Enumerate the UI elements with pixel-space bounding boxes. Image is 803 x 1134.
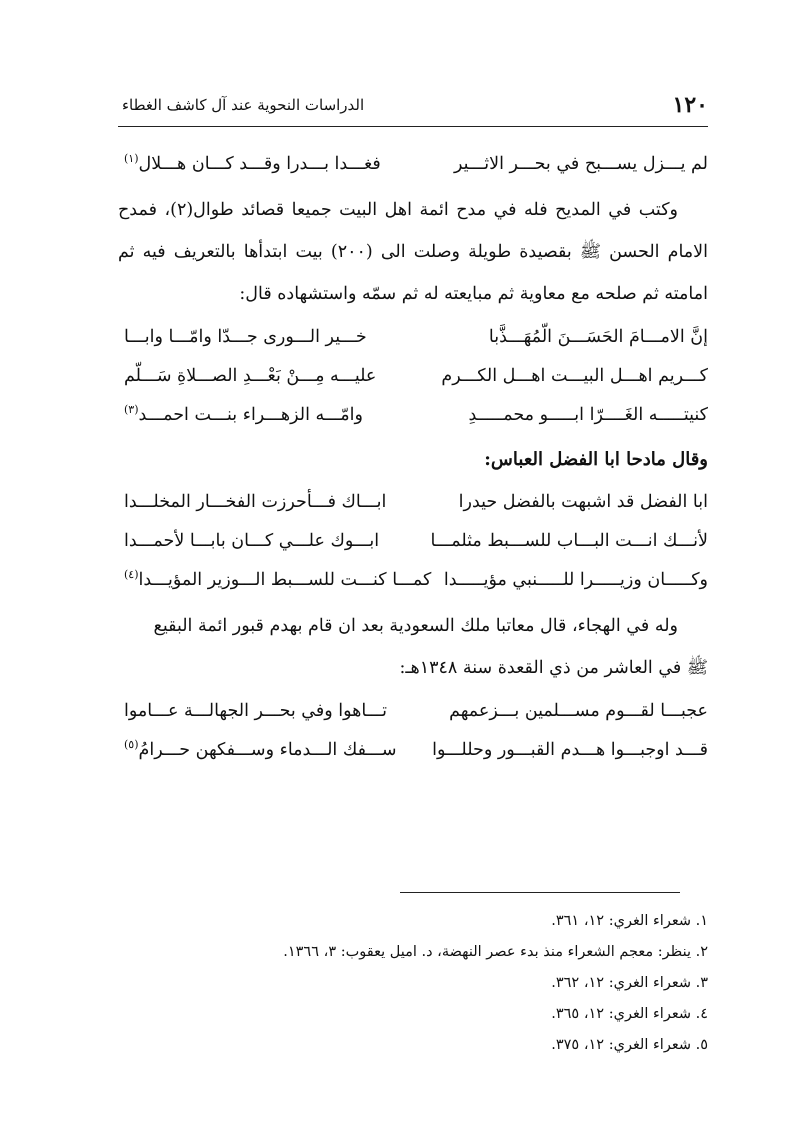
footnote: ٥. شعراء الغري: ١٢، ٣٧٥. bbox=[551, 1037, 708, 1053]
footnote: ٢. ينظر: معجم الشعراء منذ بدء عصر النهضة، د. اميل يعقوب: ٣، ١٣٦٦. bbox=[283, 944, 708, 960]
verse-second-hemistich: كمـــا كنـــت للســـبط الـــوزير المؤيـــدا$^{(٤)}$ bbox=[124, 568, 432, 590]
verse-first-hemistich: كنيتـــــه الغَــــرّا ابـــــو محمـــــدِ bbox=[468, 405, 708, 425]
verse-first-hemistich: قـــد اوجبـــوا هـــدم القبـــور وحللـــوا bbox=[432, 740, 708, 760]
footnote-ref: (٥) bbox=[124, 738, 139, 752]
verse-first-hemistich: عجبـــا لقـــوم مســـلمين بـــزعمهم bbox=[449, 701, 708, 721]
footnotes bbox=[118, 906, 708, 1061]
page-number: ١٢٠ bbox=[672, 92, 708, 118]
verse-first-hemistich: وكـــــان وزيـــــرا للـــــنبي مؤيـــــدا bbox=[443, 570, 708, 590]
verse-line bbox=[118, 486, 708, 525]
verse-line bbox=[118, 321, 708, 360]
verse-line bbox=[118, 525, 708, 564]
footnote: ١. شعراء الغري: ١٢، ٣٦١. bbox=[551, 913, 708, 929]
paragraph-line: ﷺ في العاشر من ذي القعدة سنة ١٣٤٨هـ: bbox=[399, 658, 708, 678]
footnote-ref: (٣) bbox=[124, 403, 139, 417]
paragraph-text: وكتب في المديح فله في مدح ائمة اهل البيت جميعا قصائد طوال(٢)، فمدح الامام الحسن ﷺ بقصيدة طويلة وصلت الى (٢٠٠) بيت ابتدأها بالتعريف فيه ثم امامته ثم صلحه مع معاوية ثم مبايعته له ثم سمّه واستشهاده قال: bbox=[118, 200, 708, 304]
paragraph-line: وله في الهجاء، قال معاتبا ملك السعودية بعد ان قام بهدم قبور ائمة البقيع bbox=[153, 616, 678, 636]
footnote: ٣. شعراء الغري: ١٢، ٣٦٢. bbox=[551, 975, 708, 991]
footnote-ref: (٤) bbox=[124, 568, 139, 582]
footnote-divider bbox=[400, 892, 680, 893]
verse-second-hemistich: خـــير الـــورى جـــدّا وامّـــا وابـــا bbox=[124, 327, 367, 347]
running-title: الدراسات النحوية عند آل كاشف الغطاء bbox=[122, 96, 365, 114]
page-header bbox=[118, 90, 708, 127]
verse-first-hemistich: ابا الفضل قد اشبهت بالفضل حيدرا bbox=[458, 492, 708, 512]
verse-second-hemistich: عليـــه مِـــنْ بَعْـــدِ الصـــلاةِ سَـــلّم bbox=[124, 366, 377, 386]
verse-line bbox=[118, 399, 708, 438]
verse-second-hemistich: تـــاهوا وفي بحـــر الجهالـــة عـــاموا bbox=[124, 701, 387, 721]
verse-first-hemistich: إنَّ الامـــامَ الحَسَـــنَ الّمُهَـــذَّبا bbox=[488, 327, 708, 347]
verse-line bbox=[118, 564, 708, 603]
verse-second-hemistich: ســـفك الـــدماء وســـفكهن حـــرامُ$^{(٥)}$ bbox=[124, 738, 397, 760]
section-heading: وقال مادحا ابا الفضل العباس: bbox=[484, 449, 708, 470]
paragraph bbox=[118, 605, 708, 689]
page-body bbox=[118, 148, 708, 773]
verse-first-hemistich: لأنـــك انـــت البـــاب للســـبط مثلمـــا bbox=[430, 531, 708, 551]
footnote: ٤. شعراء الغري: ١٢، ٣٦٥. bbox=[551, 1006, 708, 1022]
verse-second-hemistich: ابـــوك علـــي كـــان بابـــا لأحمـــدا bbox=[124, 531, 380, 551]
verse-line bbox=[118, 734, 708, 773]
verse-line bbox=[118, 148, 708, 187]
paragraph bbox=[118, 189, 708, 315]
verse-second-hemistich: فغـــدا بـــدرا وقـــد كـــان هـــلال$^{(١)}$ bbox=[124, 152, 381, 174]
verse-line bbox=[118, 360, 708, 399]
verse-second-hemistich: وامّـــه الزهـــراء بنـــت احمـــد$^{(٣)}$ bbox=[124, 403, 363, 425]
verse-first-hemistich: لم يـــزل يســـبح في بحـــر الاثـــير bbox=[453, 154, 708, 174]
verse-first-hemistich: كـــريم اهـــل البيـــت اهـــل الكـــرم bbox=[441, 366, 708, 386]
verse-second-hemistich: ابـــاك فـــأحرزت الفخـــار المخلـــدا bbox=[124, 492, 387, 512]
verse-line bbox=[118, 695, 708, 734]
footnote-ref: (١) bbox=[124, 152, 139, 166]
